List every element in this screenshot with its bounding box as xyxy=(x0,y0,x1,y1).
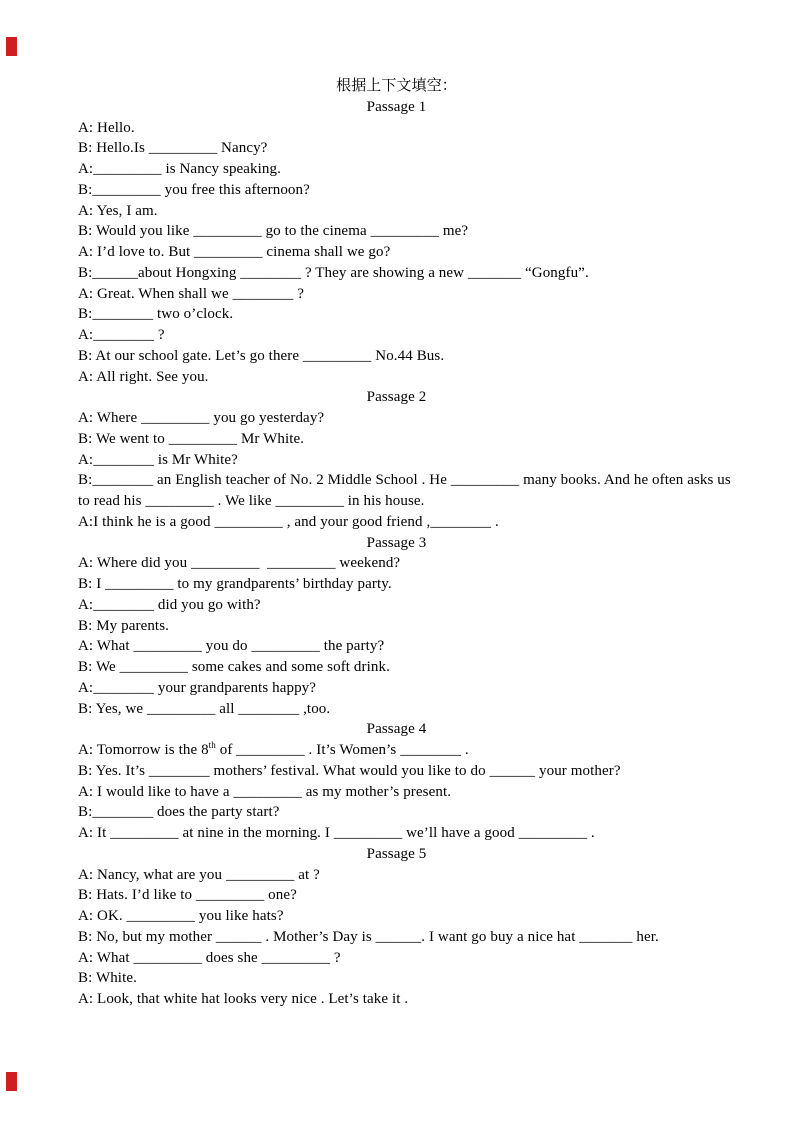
line-part-pre: A: Tomorrow is the 8 xyxy=(78,742,209,758)
dialogue-line: B: Yes, we _________ all ________ ,too. xyxy=(78,700,331,717)
dialogue-line: A:________ ? xyxy=(78,327,165,343)
dialogue-line: B:________ does the party start? xyxy=(78,804,280,821)
dialogue-line: A: All right. See you. xyxy=(78,368,209,385)
dialogue-line: A: Great. When shall we ________ ? xyxy=(78,285,304,302)
dialogue-line: A: Nancy, what are you _________ at ? xyxy=(78,866,320,883)
dialogue-line: B: Would you like _________ go to the cinema _________ me? xyxy=(78,223,469,240)
dialogue-line: B: Hello.Is _________ Nancy? xyxy=(78,140,268,157)
dialogue-line: B: Yes. It’s ________ mothers’ festival. What would you like to do ______ your mother? xyxy=(78,762,621,779)
dialogue-line: B: No, but my mother ______ . Mother’s Day is ______. I want go buy a nice hat _______ her. xyxy=(78,928,659,945)
dialogue-line: A:________ did you go with? xyxy=(78,596,261,613)
dialogue-line: B: I _________ to my grandparents’ birthday party. xyxy=(78,576,392,592)
dialogue-line: B:_________ you free this afternoon? xyxy=(78,181,310,198)
dialogue-line: B: My parents. xyxy=(78,617,169,634)
dialogue-line: A: Where did you _________ _________ weekend? xyxy=(78,555,401,572)
dialogue-line: A:I think he is a good _________ , and your good friend ,________ . xyxy=(78,513,499,530)
dialogue-line: A:_________ is Nancy speaking. xyxy=(78,161,281,177)
dialogue-line: to read his _________ . We like _________ in his house. xyxy=(78,493,425,509)
dialogue-line: A:________ is Mr White? xyxy=(78,451,238,468)
dialogue-line: B:________ two o’clock. xyxy=(78,306,234,323)
dialogue-line: A: I would like to have a _________ as my mother’s present. xyxy=(78,783,452,800)
worksheet-title: 根据上下文填空： xyxy=(336,78,457,94)
passage-heading: Passage 2 xyxy=(366,389,427,406)
dialogue-line: A:________ your grandparents happy? xyxy=(78,679,317,696)
dialogue-line: B: We went to _________ Mr White. xyxy=(78,430,305,447)
dialogue-line: A: Look, that white hat looks very nice . Let’s take it . xyxy=(78,991,409,1007)
dialogue-line: B: Hats. I’d like to _________ one? xyxy=(78,887,297,904)
dialogue-line: A: OK. _________ you like hats? xyxy=(78,908,284,924)
dialogue-line: B: We _________ some cakes and some soft drink. xyxy=(78,659,390,675)
dialogue-line xyxy=(0,740,793,761)
passage-heading: Passage 1 xyxy=(366,98,427,115)
dialogue-line: A: Hello. xyxy=(78,119,135,136)
red-marker-bottom xyxy=(6,1072,17,1091)
dialogue-line: A: It _________ at nine in the morning. I _________ we’ll have a good _________ . xyxy=(78,825,595,841)
dialogue-line: B:________ an English teacher of No. 2 Middle School . He _________ many books. And he often asks us xyxy=(78,472,731,489)
passage-heading: Passage 3 xyxy=(366,534,427,551)
dialogue-line: A: What _________ does she _________ ? xyxy=(78,949,341,966)
line-part-post: of _________ . It’s Women’s ________ . xyxy=(215,742,469,758)
passage-heading: Passage 4 xyxy=(366,721,427,738)
dialogue-line: A: What _________ you do _________ the party? xyxy=(78,638,385,655)
dialogue-line: A: I’d love to. But _________ cinema shall we go? xyxy=(78,244,391,260)
dialogue-line: B:______about Hongxing ________ ? They are showing a new _______ “Gongfu”. xyxy=(78,264,589,281)
dialogue-line: B: White. xyxy=(78,970,137,987)
superscript-ordinal: th xyxy=(208,740,216,750)
passage-heading: Passage 5 xyxy=(366,845,427,862)
dialogue-line: A: Yes, I am. xyxy=(78,202,158,219)
dialogue-line: A: Where _________ you go yesterday? xyxy=(78,410,325,426)
dialogue-line: B: At our school gate. Let’s go there _________ No.44 Bus. xyxy=(78,347,445,364)
